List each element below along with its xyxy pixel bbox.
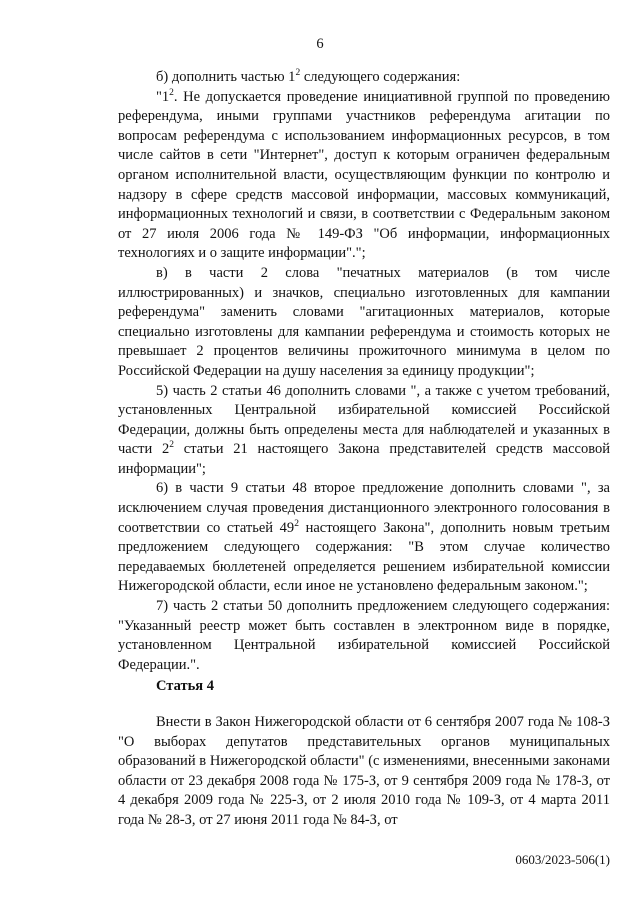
article-body xyxy=(118,713,610,831)
article-heading: Статья 4 xyxy=(156,678,214,694)
paragraph-text: . Не допускается проведение инициативной группой по проведению референдума, иными группами участников референдума агитации по вопросам референдума с использованием информационных ресурсов, в том числе сайтов в сети "Интернет", доступ к которым ограничен федеральным органом исполнительной власти, осуществляющим функции по контролю и надзору в сфере средств массовой информации, массовых коммуникаций, информационных технологий и связи, в соответствии с Федеральным законом от 27 июля 2006 года № 149-ФЗ "Об информации, информационных технологиях и о защите информации"."; xyxy=(118,88,610,262)
paragraph-text: следующего содержания: xyxy=(300,69,461,85)
document-code: 0603/2023-506(1) xyxy=(515,852,610,867)
paragraph-5 xyxy=(118,382,610,480)
paragraph-text: статьи 21 настоящего Закона представителей средств массовой информации"; xyxy=(118,441,610,477)
superscript: 2 xyxy=(295,68,301,78)
paragraph-6 xyxy=(118,479,610,597)
paragraph-text: "1 xyxy=(156,88,170,105)
paragraph-1-2 xyxy=(118,88,610,264)
page-number: 6 xyxy=(316,36,324,52)
paragraph-text: 7) часть 2 статьи 50 дополнить предложением следующего содержания: "Указанный реестр может быть составлен в электронном виде в порядке, установленном Центральной избирательной комиссией Российской Федерации.". xyxy=(118,598,610,673)
paragraph-text: 5) часть 2 статьи 46 дополнить словами ", а также с учетом требований, установленных Центральной избирательной комиссией Российской Федерации, должны быть определены места для наблюдателей и указанных в части 2 xyxy=(118,382,610,458)
paragraph-text: настоящего Закона", дополнить новым третьим предложением следующего содержания: "В этом случае количество передаваемых бюллетеней определяется решением избирательной комиссии Нижегородской области, если иное не установлено федеральным законом."; xyxy=(118,519,610,595)
paragraph-text: б) дополнить частью 1 xyxy=(156,69,296,85)
superscript: 2 xyxy=(294,518,299,529)
amendment-list xyxy=(118,68,610,675)
paragraph-v xyxy=(118,264,610,382)
superscript: 2 xyxy=(169,87,174,98)
paragraph-b xyxy=(118,68,610,88)
superscript: 2 xyxy=(169,440,175,451)
article-paragraph: Внести в Закон Нижегородской области от 6 сентября 2007 года № 108-З "О выборах депутатов представительных органов муниципальных образований в Нижегородской области" (с изменениями, внесенными законами области от 23 декабря 2008 года № 175-З, от 9 сентября 2009 года № 178-З, от 4 декабря 2009 года № 225-З, от 2 июля 2010 года № 109-З, от 4 марта 2011 года № 28-З, от 27 июня 2011 года № 84-З, от xyxy=(118,714,610,828)
paragraph-7 xyxy=(118,597,610,675)
paragraph-text: в) в части 2 слова "печатных материалов (в том числе иллюстрированных) и значков, специально изготовленных для кампании референдума" заменить словами "агитационных материалов, которые специально изготовлены для кампании референдума и стоимость которых не превышает 2 процентов величины прожиточного минимума в целом по Российской Федерации на душу населения за единицу продукции"; xyxy=(118,264,610,379)
paragraph-text: 6) в части 9 статьи 48 второе предложение дополнить словами ", за исключением случая проведения дистанционного электронного голосования в соответствии со статьей 49 xyxy=(118,480,610,536)
